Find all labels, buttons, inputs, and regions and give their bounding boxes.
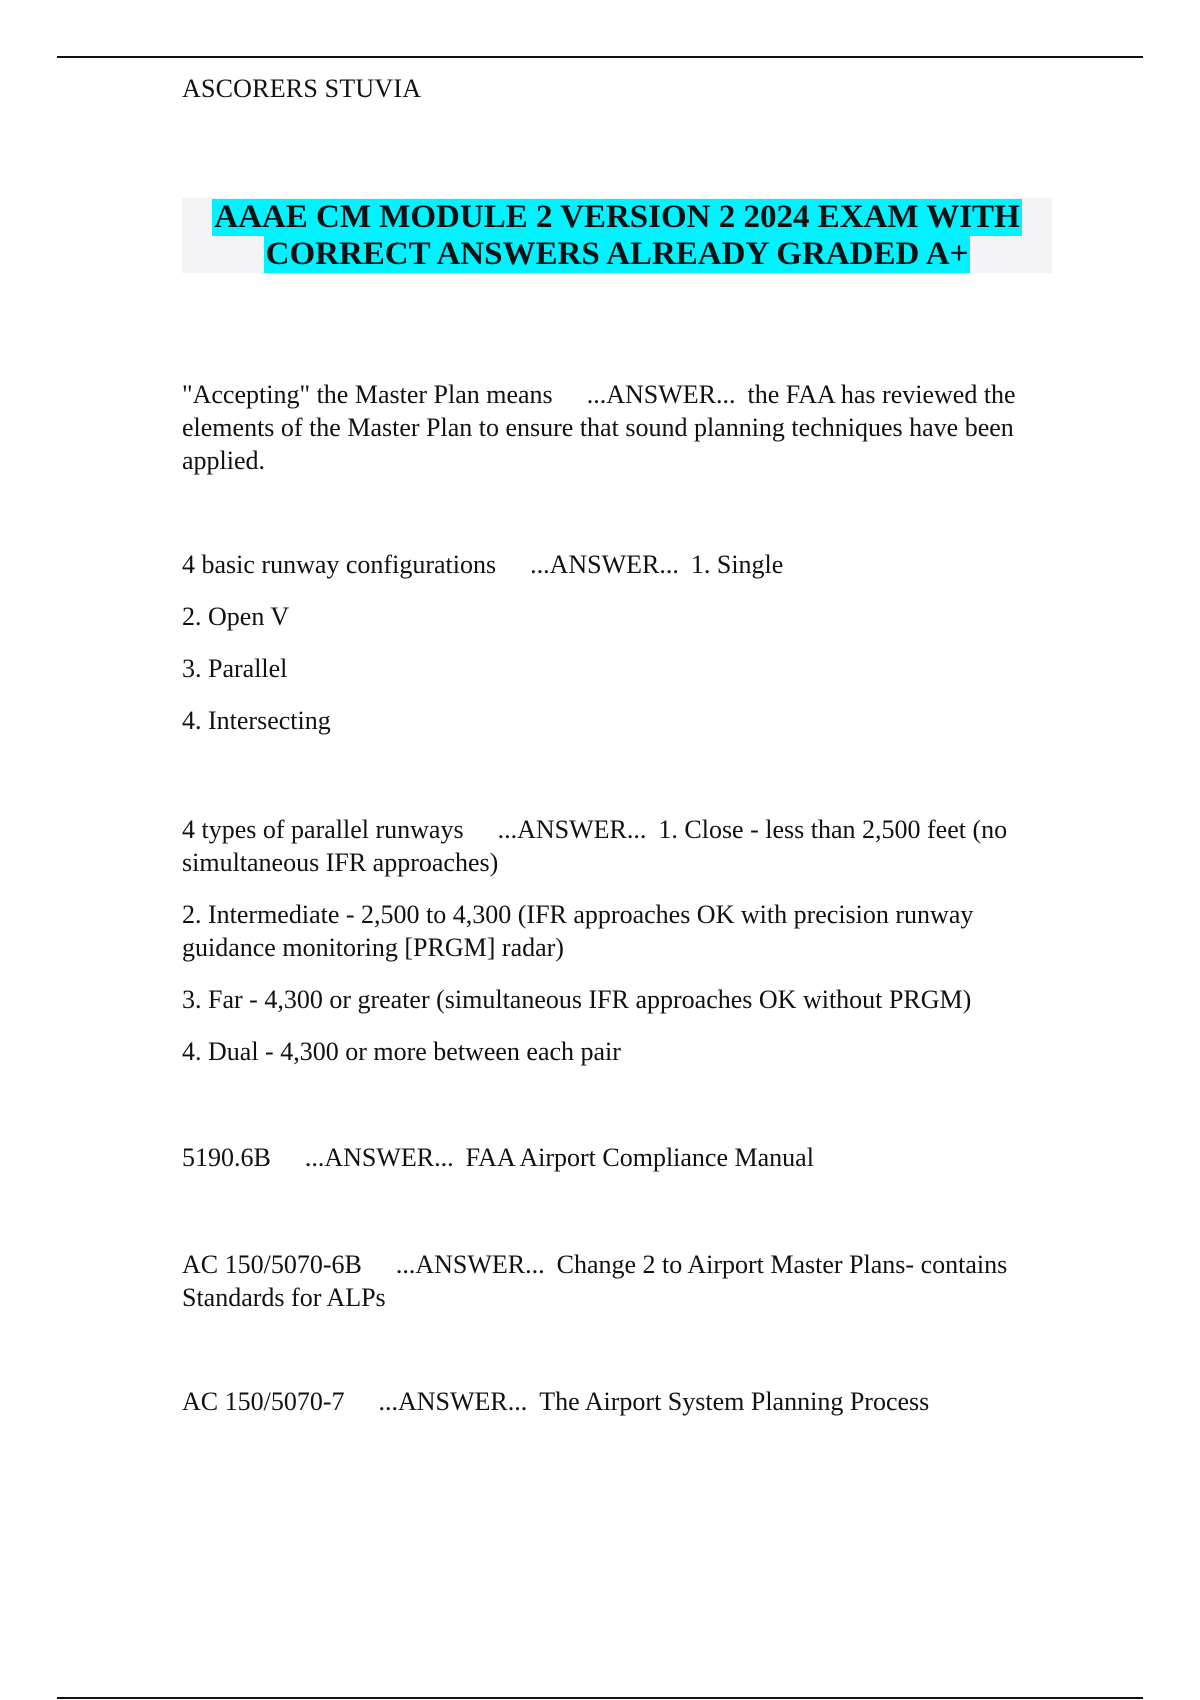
answer-list-item: 2. Open V bbox=[182, 602, 290, 631]
answer-text: the FAA has reviewed the elements of the Master Plan to ensure that sound planning techniques have been applied. bbox=[182, 380, 1016, 475]
answer-list-item: 2. Intermediate - 2,500 to 4,300 (IFR approaches OK with precision runway guidance monitoring [PRGM] radar) bbox=[182, 900, 974, 962]
qa-item-ac-5070-6b bbox=[182, 1248, 1062, 1314]
answer-list-item: 3. Parallel bbox=[182, 654, 288, 683]
page-header: ASCORERS STUVIA bbox=[182, 74, 422, 103]
answer-tag: ...ANSWER... bbox=[304, 1143, 454, 1172]
title-line-1: AAAE CM MODULE 2 VERSION 2 2024 EXAM WITH bbox=[214, 199, 1020, 235]
qa-item-ac-5070-7 bbox=[182, 1385, 1062, 1418]
title-line-2: CORRECT ANSWERS ALREADY GRADED A+ bbox=[265, 236, 969, 272]
answer-tag: ...ANSWER... bbox=[395, 1250, 545, 1279]
answer-list-item: 3. Far - 4,300 or greater (simultaneous IFR approaches OK without PRGM) bbox=[182, 985, 972, 1014]
answer-tag: ...ANSWER... bbox=[530, 550, 679, 579]
question-text: 4 types of parallel runways bbox=[182, 815, 464, 844]
answer-tag: ...ANSWER... bbox=[378, 1387, 528, 1416]
question-text: 5190.6B bbox=[182, 1143, 271, 1172]
answer-text: 1. Single bbox=[690, 550, 784, 579]
question-text: 4 basic runway configurations bbox=[182, 550, 497, 579]
answer-tag: ...ANSWER... bbox=[497, 815, 647, 844]
qa-item-runway-configurations bbox=[182, 548, 1062, 756]
top-rule bbox=[57, 56, 1143, 58]
answer-text: Change 2 to Airport Master Plans- contains Standards for ALPs bbox=[182, 1250, 1008, 1312]
bottom-rule bbox=[57, 1697, 1143, 1699]
qa-item-master-plan bbox=[182, 378, 1062, 477]
question-text: AC 150/5070-7 bbox=[182, 1387, 345, 1416]
answer-text: 1. Close - less than 2,500 feet (no simultaneous IFR approaches) bbox=[182, 815, 1008, 877]
answer-text: The Airport System Planning Process bbox=[539, 1387, 930, 1416]
answer-list-item: 4. Dual - 4,300 or more between each pair bbox=[182, 1037, 621, 1066]
answer-list-item: 4. Intersecting bbox=[182, 706, 331, 735]
qa-item-parallel-runways bbox=[182, 813, 1062, 1087]
question-text: "Accepting" the Master Plan means bbox=[182, 380, 553, 409]
answer-tag: ...ANSWER... bbox=[586, 380, 736, 409]
qa-item-5190-6b bbox=[182, 1141, 1062, 1174]
title-block bbox=[182, 198, 1052, 273]
question-text: AC 150/5070-6B bbox=[182, 1250, 362, 1279]
answer-text: FAA Airport Compliance Manual bbox=[465, 1143, 814, 1172]
